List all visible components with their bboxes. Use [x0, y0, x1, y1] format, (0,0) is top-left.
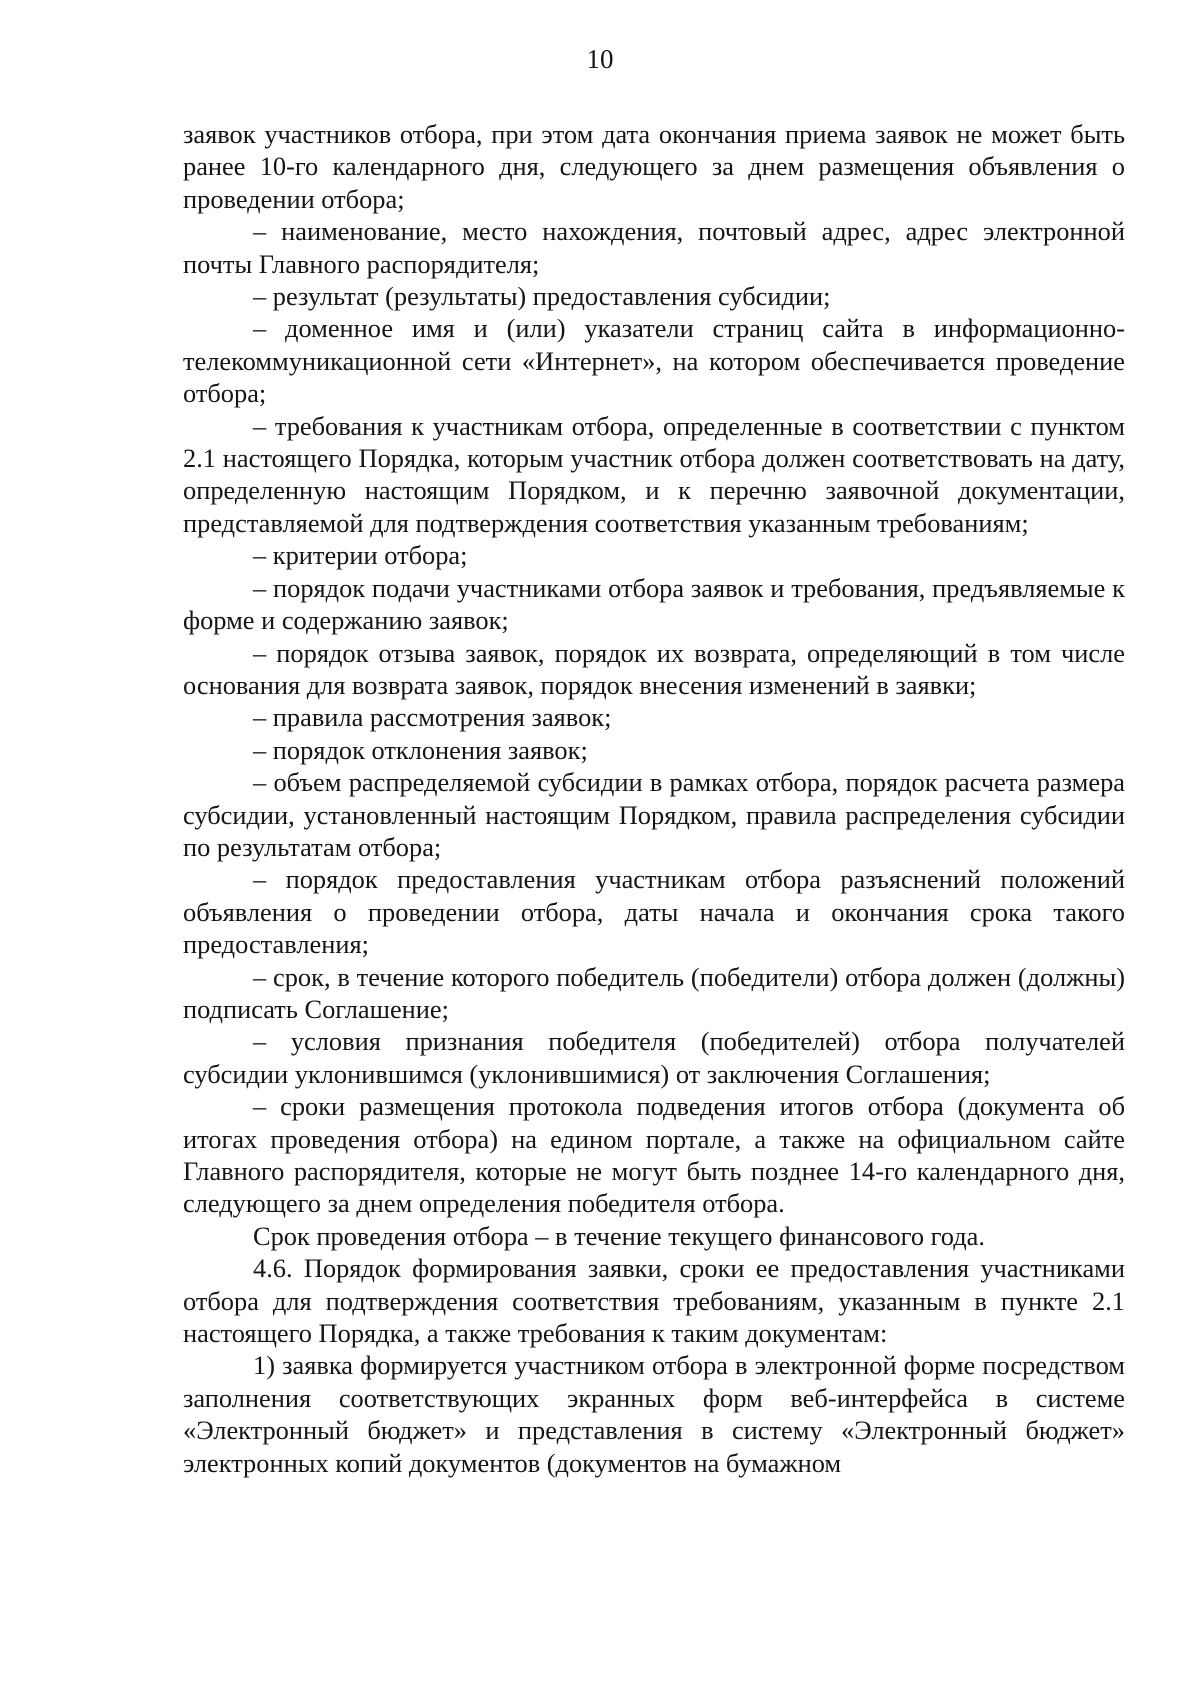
paragraph-list-item: – доменное имя и (или) указатели страниц сайта в информационно-телекоммуникационной сети «Интернет», на котором обеспечивается проведение отбора;: [183, 313, 1125, 409]
paragraph-section-4-6: 4.6. Порядок формирования заявки, сроки ее предоставления участниками отбора для подтверждения соответствия требованиям, указанным в пункте 2.1 настоящего Порядка, а также требования к таким документам:: [183, 1253, 1125, 1349]
page-number: 10: [586, 44, 614, 74]
paragraph-list-item: – наименование, место нахождения, почтовый адрес, адрес электронной почты Главного распорядителя;: [183, 216, 1125, 279]
paragraph-list-item: – порядок отзыва заявок, порядок их возврата, определяющий в том числе основания для возврата заявок, порядок внесения изменений в заявки;: [183, 637, 1125, 700]
paragraph-list-item: – порядок подачи участниками отбора заявок и требования, предъявляемые к форме и содержанию заявок;: [183, 572, 1125, 636]
paragraph-selection-period: Срок проведения отбора – в течение текущего финансового года.: [253, 1220, 985, 1251]
paragraph-list-item: – порядок предоставления участникам отбора разъяснений положений объявления о проведении отбора, даты начала и окончания срока такого предоставления;: [183, 864, 1125, 960]
paragraph-list-item: – сроки размещения протокола подведения итогов отбора (документа об итогах проведения отбора) на едином портале, а также на официальном сайте Главного распорядителя, которые не могут быть позднее 14-го календарного дня, следующего за днем определения победителя отбора.: [183, 1091, 1125, 1219]
paragraph-list-item: – требования к участникам отбора, определенные в соответствии с пунктом 2.1 настоящего Порядка, которым участник отбора должен соответствовать на дату, определенную настоящим Порядком, и к перечню заявочной документации, представляемой для подтверждения соответствия указанным требованиям;: [183, 410, 1125, 538]
paragraph-list-item: – правила рассмотрения заявок;: [253, 702, 612, 733]
paragraph-list-item: – объем распределяемой субсидии в рамках отбора, порядок расчета размера субсидии, установленный настоящим Порядком, правила распределения субсидии по результатам отбора;: [183, 767, 1125, 862]
paragraph-list-item: – критерии отбора;: [253, 540, 468, 571]
paragraph-list-item: – порядок отклонения заявок;: [253, 734, 588, 765]
paragraph-list-item: – условия признания победителя (победителей) отбора получателей субсидии уклонившимся (уклонившимися) от заключения Соглашения;: [183, 1026, 1125, 1089]
paragraph-list-item: – срок, в течение которого победитель (победители) отбора должен (должны) подписать Соглашение;: [183, 961, 1125, 1024]
paragraph-continuation: заявок участников отбора, при этом дата окончания приема заявок не может быть ранее 10-го календарного дня, следующего за днем размещения объявления о проведении отбора;: [183, 119, 1125, 214]
document-text: [183, 118, 1125, 1479]
paragraph-list-item: – результат (результаты) предоставления субсидии;: [253, 281, 831, 312]
paragraph-subitem-1: 1) заявка формируется участником отбора в электронной форме посредством заполнения соответствующих экранных форм веб-интерфейса в системе «Электронный бюджет» и представления в систему «Электронный бюджет» электронных копий документов (документов на бумажном: [183, 1350, 1125, 1478]
